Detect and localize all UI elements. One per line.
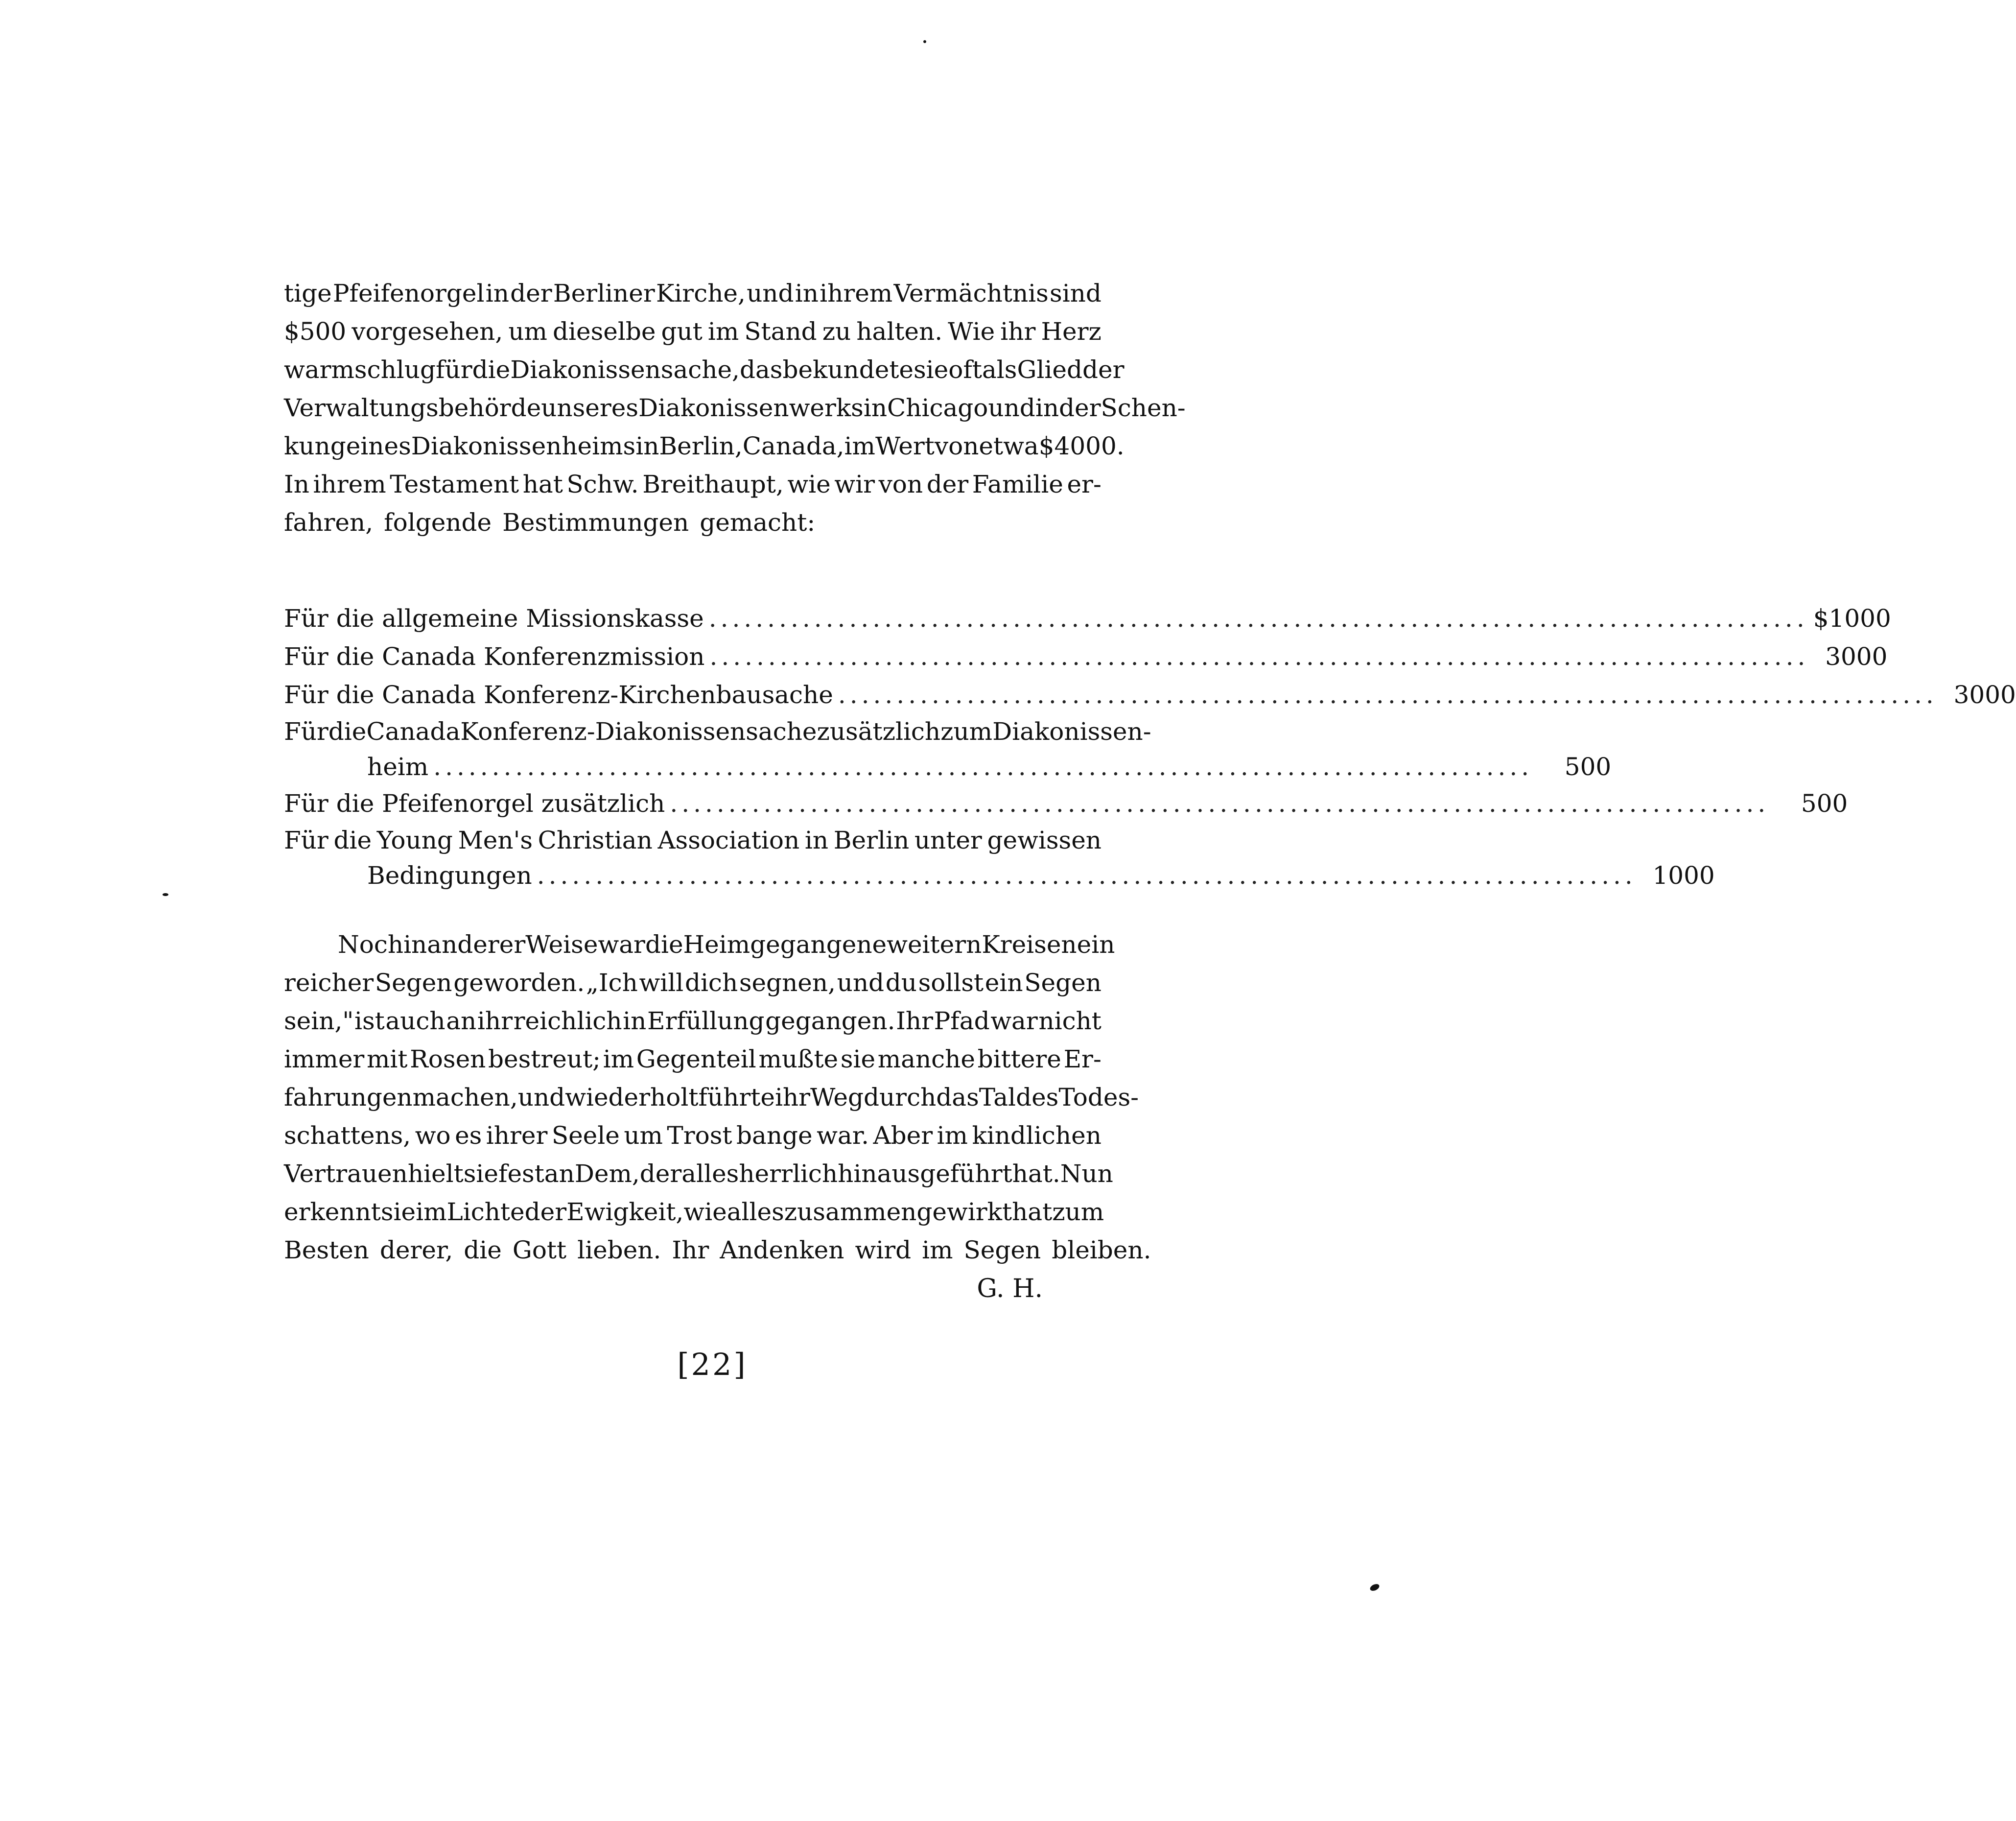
leader-dots: .............................................................................................. [537,861,1637,890]
word: an [446,1007,477,1035]
word: in [804,826,829,854]
word: Testament [390,470,519,498]
text-line [284,465,1102,503]
word: sein," [284,1007,354,1035]
word: von [934,432,979,460]
scan-speck [1369,1583,1380,1592]
text-line [284,312,1102,351]
word: Lichte [446,1198,525,1226]
bequest-label-continuation: heim [367,753,429,781]
word: Aber [873,1121,933,1150]
word: Kirche, [656,279,746,307]
word: und [517,1083,565,1112]
word: der [639,1159,682,1188]
word: zum [940,717,993,746]
word: schlug [354,355,436,384]
word: um [624,1121,663,1150]
word: Segen [963,1236,1041,1264]
word: und [747,279,794,307]
word: im [416,1198,447,1226]
word: Trost [667,1121,732,1150]
leader-dots: .............................................................................................. [838,681,1938,709]
word: hielt [407,1159,464,1188]
word: Familie [972,470,1063,498]
word: Herz [1041,317,1102,346]
text-line [284,1155,1113,1193]
word: Men's [458,826,533,854]
word: zu [822,317,851,346]
word: sie [380,1198,416,1226]
word: sie [914,355,949,384]
scan-speck [163,893,168,896]
word: des [1016,1083,1059,1112]
word: vorgesehen, [352,317,503,346]
word: etwa [979,432,1039,460]
bequest-label: Für die Canada Konferenz-Kirchenbausache [284,681,833,709]
word: dich [684,969,738,997]
bequest-amount: 3000 [1825,642,1888,671]
bequest-amount: $1000 [1813,604,1891,633]
word: Segen [1024,969,1102,997]
word: ein [1077,930,1115,959]
word: in [623,1007,647,1035]
word: Schen- [1101,394,1186,422]
word: in [403,930,427,959]
word: oft [948,355,982,384]
word: Todes- [1058,1083,1139,1112]
word: bekundete [782,355,914,384]
text-line [284,1078,1139,1116]
word: schattens, [284,1121,411,1150]
paragraph-bottom [284,925,1151,1269]
word: hinausgeführt [838,1159,1012,1188]
word: als [982,355,1017,384]
word: Noch [338,930,404,959]
word: von [878,470,923,498]
word: das [936,1083,979,1112]
bequest-label [284,823,1102,858]
word: unter [914,826,982,854]
word: $500 [284,317,347,346]
text-line [284,351,1125,389]
word: in [863,394,888,422]
word: Stand [744,317,817,346]
scan-speck [923,40,926,43]
paragraph-top [284,274,1186,542]
word: kindlichen [972,1121,1102,1150]
word: im [707,317,739,346]
word: der [1082,355,1125,384]
text-line [284,274,1102,312]
bequest-amount: 3000 [1953,681,2016,709]
bequest-entry [284,823,1715,893]
word: Rosen [410,1045,486,1073]
word: zusätzlich [817,717,941,746]
signature-initials: G. H. [977,1274,1043,1303]
word: Schw. [566,470,639,498]
word: zusammen [784,1198,917,1226]
word: gut [661,317,703,346]
word: erkennt [284,1198,381,1226]
word: fest [498,1159,544,1188]
word: und [837,969,885,997]
word: Weise [525,930,598,959]
word: Dem, [574,1159,640,1188]
word: in [635,432,659,460]
word: ihr [477,1007,513,1035]
text-line [284,1002,1102,1040]
word: führte [698,1083,775,1112]
word: die [464,1236,502,1264]
word: das [739,355,783,384]
word: Vermächtnis [893,279,1049,307]
word: Gott [512,1236,567,1264]
word: alles [727,1198,784,1226]
word: ein [985,969,1023,997]
word: Segen [375,969,452,997]
word: der [524,1198,567,1226]
word: sie [840,1045,876,1073]
text-line [284,427,1125,465]
word: im [603,1045,634,1073]
word: hat [522,470,563,498]
bequest-amount: 1000 [1652,861,1715,890]
text-line [284,389,1186,427]
word: auch [385,1007,445,1035]
word: für [436,355,472,384]
leader-dots: .............................................................................................. [670,789,1770,818]
word: Diakonissenheims [411,432,636,460]
word: die [328,717,367,746]
word: fahrungen [284,1083,413,1112]
word: war [990,1007,1038,1035]
word: ihrer [486,1121,548,1150]
bequest-label: Für die Canada Konferenzmission [284,642,705,671]
word: Heimgegangene [683,930,887,959]
word: mit [366,1045,408,1073]
word: Nun [1060,1159,1113,1188]
word: im [922,1236,953,1264]
leader-dots: .............................................................................................. [709,642,1809,671]
word: der [926,470,969,498]
word: Seele [551,1121,620,1150]
word: alles [681,1159,739,1188]
bequest-label: Für die allgemeine Missionskasse [284,604,704,633]
word: im [844,432,875,460]
word: sind [1050,279,1102,307]
word: es [455,1121,482,1150]
word: bange [736,1121,813,1150]
word: In [284,470,309,498]
word: Vertrauen [284,1159,408,1188]
word: der [510,279,552,307]
word: fahren, [284,508,374,537]
text-line [284,1231,1151,1269]
word: der [1059,394,1101,422]
word: die [333,826,372,854]
word: du [885,969,917,997]
text-line [284,1040,1102,1078]
bequest-list [284,599,2016,893]
word: Breithaupt, [642,470,784,498]
word: Ewigkeit, [566,1198,684,1226]
word: „Ich [586,969,638,997]
text-line [284,925,1115,964]
word: hat. [1012,1159,1060,1188]
word: Besten [284,1236,369,1264]
bequest-amount: 500 [1564,753,1612,781]
word: er- [1067,470,1102,498]
bequest-label-continuation: Bedingungen [367,861,532,890]
word: $4000. [1038,432,1125,460]
word: will [639,969,684,997]
word: Berliner [553,279,655,307]
bequest-amount: 500 [1801,789,1848,818]
text-line [284,1116,1102,1155]
word: Pfad [934,1007,990,1035]
word: Berlin [833,826,910,854]
word: Association [657,826,800,854]
word: Andenken [720,1236,844,1264]
word: derer, [379,1236,453,1264]
word: wo [415,1121,451,1150]
word: war [598,930,645,959]
word: Berlin, [659,432,743,460]
word: herrlich [739,1159,838,1188]
word: Canada, [742,432,844,460]
word: wiederholt [565,1083,699,1112]
word: ihr [1000,317,1036,346]
word: in [795,279,819,307]
word: Diakonissensache, [510,355,740,384]
word: Konferenz-Diakonissensache [460,717,817,746]
word: unseres [541,394,638,422]
word: ihrem [820,279,893,307]
word: Wert [875,432,935,460]
word: Christian [538,826,653,854]
word: war. [817,1121,869,1150]
word: im [937,1121,968,1150]
word: manche [877,1045,975,1073]
word: Diakonissenwerks [638,394,864,422]
word: ihr [774,1083,811,1112]
word: Chicago [887,394,988,422]
word: um [508,317,547,346]
word: in [1035,394,1059,422]
word: warm [284,355,354,384]
word: gegangen. [765,1007,895,1035]
page-number: [22] [677,1347,748,1382]
word: dieselbe [553,317,656,346]
word: gemacht: [700,508,816,537]
word: Für [284,717,328,746]
word: zum [1052,1198,1104,1226]
word: segnen, [739,969,836,997]
word: und [988,394,1035,422]
word: wird [855,1236,912,1264]
word: in [485,279,509,307]
bequest-entry [284,784,1848,823]
word: geworden. [453,969,585,997]
word: Wie [948,317,995,346]
word: sie [463,1159,498,1188]
word: nicht [1038,1007,1102,1035]
word: Für [284,826,328,854]
word: gewirkt [916,1198,1012,1226]
word: die [645,930,683,959]
word: bestreut; [488,1045,601,1073]
text-line [284,1193,1102,1231]
word: Verwaltungsbehörde [284,394,541,422]
word: bleiben. [1052,1236,1151,1264]
bequest-label: Für die Pfeifenorgel zusätzlich [284,789,665,818]
word: lieben. [577,1236,661,1264]
word: Bestimmungen [502,508,689,537]
bequest-entry [284,676,2016,714]
word: Er- [1063,1045,1102,1073]
word: folgende [384,508,492,537]
word: sollst [918,969,984,997]
word: reichlich [513,1007,622,1035]
word: Gegenteil [636,1045,756,1073]
word: wir [834,470,875,498]
leader-dots: .............................................................................................. [708,604,1808,633]
word: kung [284,432,346,460]
word: Diakonissen- [992,717,1151,746]
bequest-entry [284,599,1891,638]
word: wie [683,1198,727,1226]
word: an [544,1159,575,1188]
word: reicher [284,969,374,997]
word: Glied [1017,355,1082,384]
word: mußte [758,1045,839,1073]
text-line [284,503,1102,542]
word: hat [1012,1198,1053,1226]
leader-dots: .............................................................................................. [433,753,1533,781]
word: Young [376,826,453,854]
word: immer [284,1045,365,1073]
text-line [284,964,1102,1002]
bequest-label [284,714,1151,749]
word: die [472,355,511,384]
word: durch [863,1083,937,1112]
word: wie [787,470,831,498]
word: halten. [856,317,943,346]
word: Ihr [896,1007,933,1035]
bequest-entry [284,714,1612,784]
word: Kreisen [982,930,1077,959]
word: gewissen [987,826,1102,854]
word: machen, [412,1083,518,1112]
word: Ihr [672,1236,709,1264]
word: tige [284,279,332,307]
word: weitern [887,930,982,959]
word: Erfüllung [647,1007,765,1035]
word: ist [354,1007,385,1035]
word: Tal [979,1083,1016,1112]
word: Weg [810,1083,864,1112]
bequest-entry [284,638,1888,676]
word: anderer [427,930,526,959]
word: ihrem [313,470,386,498]
word: Canada [366,717,461,746]
word: eines [346,432,411,460]
word: Pfeifenorgel [332,279,485,307]
word: bittere [977,1045,1061,1073]
